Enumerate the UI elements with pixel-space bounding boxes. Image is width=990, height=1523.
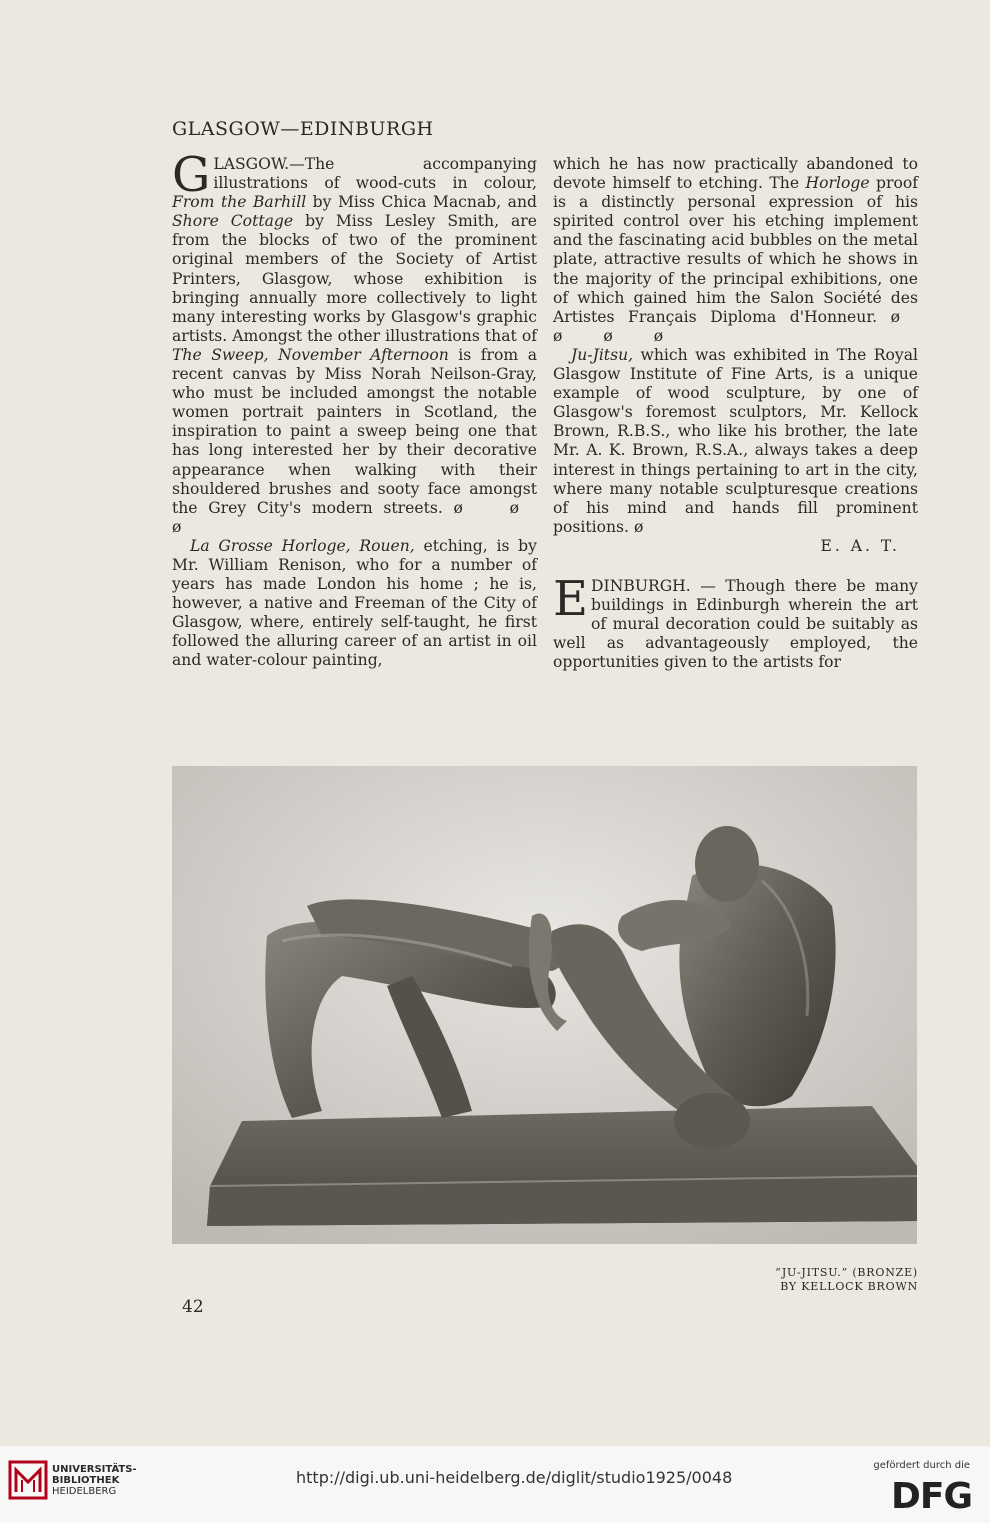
text-run: by Miss Chica Macnab, and bbox=[306, 193, 537, 212]
permalink-url[interactable]: http://digi.ub.uni-heidelberg.de/diglit/studio1925/0048 bbox=[296, 1468, 733, 1487]
text-run: which he has now practically abandoned to devote himself to etching. The bbox=[553, 155, 918, 193]
text-run: is from a recent canvas by Miss Norah Neilson-Gray, who must be included amongst the notable women portrait painters in Scotland, the inspiration to paint a sweep being one that has long interested her by their decorative appearance when walking with their shouldered brushes and sooty face amongst the Grey City's modern streets. bbox=[172, 345, 537, 517]
left-column bbox=[172, 147, 537, 671]
paragraph-edinburgh bbox=[553, 570, 918, 672]
logo-line: BIBLIOTHEK bbox=[52, 1475, 120, 1486]
paragraph-etching bbox=[553, 155, 918, 346]
paragraph-ju-jitsu bbox=[553, 346, 918, 537]
right-column bbox=[553, 155, 918, 672]
text-run: DINBURGH. — Though there be many buildings in Edinburgh wherein the art of mural decoration could be suitably as well as advantageously employed, the opportunities given to the artists for bbox=[553, 576, 918, 672]
ornament-glyphs: ø ø ø bbox=[172, 498, 537, 536]
paragraph-horloge bbox=[172, 537, 537, 671]
caption-title: “JU-JITSU.” (BRONZE) bbox=[775, 1266, 918, 1279]
logo-line: HEIDELBERG bbox=[52, 1486, 117, 1497]
sculpture-photograph bbox=[172, 766, 917, 1244]
title-from-the-barhill: From the Barhill bbox=[172, 193, 307, 212]
text-run: etching, is by Mr. William Renison, who for a number of years has made London his home ; he is, however, a native and Freeman of the City of Glasgow, where, entirely self-taught, he first followed the alluring career of an artist in oil and water-colour painting, bbox=[172, 536, 537, 670]
sculpture-lower-head bbox=[674, 1093, 750, 1149]
drop-cap: E bbox=[553, 570, 589, 627]
caption-artist: BY KELLOCK BROWN bbox=[780, 1280, 918, 1293]
title-la-grosse-horloge: La Grosse Horloge, Rouen, bbox=[190, 536, 415, 555]
text-run: proof is a distinctly personal expression of his spirited control over his etching implement and the fascinating acid bubbles on the metal plate, attractive results of which he shows in the majority of the principal exhibitions, one of which gained him the Salon Société des Artistes Français Diploma d'Honneur. bbox=[553, 174, 918, 326]
university-logo-icon[interactable] bbox=[8, 1460, 48, 1504]
university-library-name[interactable] bbox=[52, 1464, 137, 1497]
title-shore-cottage: Shore Cottage bbox=[172, 212, 294, 231]
author-signature: E. A. T. bbox=[820, 536, 900, 555]
running-header: GLASGOW—EDINBURGH bbox=[172, 118, 434, 140]
sculpture-head bbox=[695, 826, 759, 902]
drop-cap: G bbox=[172, 147, 211, 203]
sculpture-illustration bbox=[172, 766, 917, 1244]
text-run: which was exhibited in The Royal Glasgow Institute of Fine Arts, is a unique example of wood sculpture, by one of Glasgow's foremost sculptors, Mr. Kellock Brown, R.B.S., who like his brother, the late Mr. A. K. Brown, R.S.A., always takes a deep interest in things pertaining to art in the city, where many notable sculpturesque creations of his mind and hands fill prominent positions. bbox=[553, 345, 918, 536]
page-number: 42 bbox=[182, 1297, 204, 1317]
ub-emblem-icon bbox=[8, 1460, 48, 1500]
digitization-footer bbox=[0, 1446, 990, 1523]
ornament-glyph: ø bbox=[633, 517, 644, 536]
text-run: by Miss Lesley Smith, are from the blocks of two of the prominent original members of the Society of Artist Printers, Glasgow, whose exhibition is bringing annually more collectively to light many interesting works by Glasgow's graphic artists. Amongst the other illustrations that of bbox=[172, 212, 537, 345]
paragraph-glasgow bbox=[172, 147, 537, 537]
funding-label: gefördert durch die bbox=[873, 1460, 970, 1471]
text-run: LASGOW.—The accompanying illustrations of wood-cuts in colour, bbox=[213, 155, 537, 193]
title-the-sweep: The Sweep, November Afternoon bbox=[172, 345, 449, 364]
figure-caption bbox=[775, 1266, 918, 1294]
ornament-glyphs: ø ø ø ø bbox=[553, 307, 918, 345]
dfg-logo[interactable]: DFG bbox=[890, 1476, 972, 1517]
title-horloge: Horloge bbox=[805, 174, 870, 193]
title-ju-jitsu: Ju-Jitsu, bbox=[571, 345, 634, 364]
section-gap bbox=[553, 556, 918, 577]
logo-line: UNIVERSITÄTS- bbox=[52, 1464, 137, 1475]
